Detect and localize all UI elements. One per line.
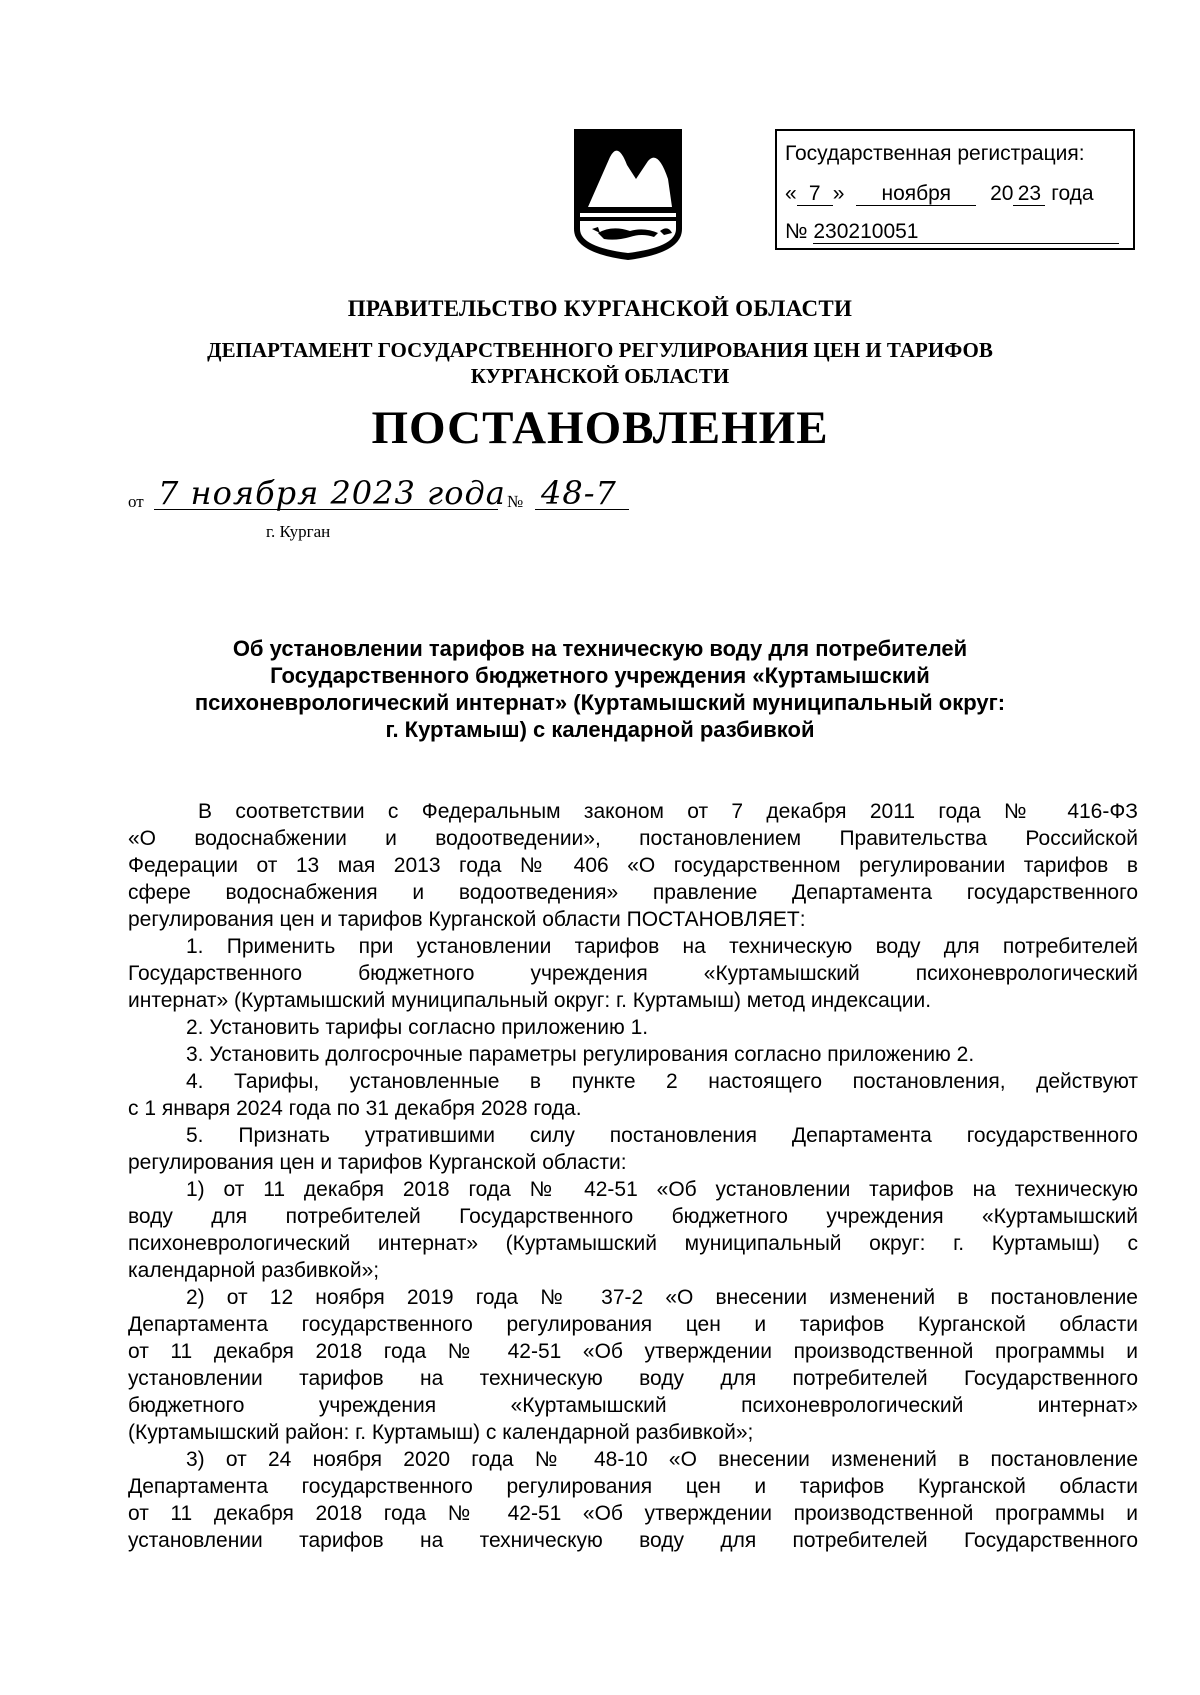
body-line: 1. Применить при установлении тарифов на техническую воду для потребителей <box>186 935 1138 958</box>
body-line: 4. Тарифы, установленные в пункте 2 настоящего постановления, действуют <box>186 1070 1138 1093</box>
body-line: 3) от 24 ноября 2020 года № 48-10 «О внесении изменений в постановление <box>186 1448 1138 1471</box>
body-line: Федерации от 13 мая 2013 года № 406 «О государственном регулировании тарифов в <box>128 854 1138 877</box>
body-line: регулирования цен и тарифов Курганской области ПОСТАНОВЛЯЕТ: <box>128 908 806 931</box>
coat-of-arms-emblem <box>572 127 684 262</box>
title-line-4: г. Куртамыш) с календарной разбивкой <box>385 717 815 742</box>
title-line-2: Государственного бюджетного учреждения «Куртамышский <box>270 663 930 688</box>
body-line: 3. Установить долгосрочные параметры регулирования согласно приложению 2. <box>186 1043 975 1066</box>
body-line: Департамента государственного регулирования цен и тарифов Курганской области <box>128 1475 1138 1498</box>
body-line: установлении тарифов на техническую воду для потребителей Государственного <box>128 1529 1138 1552</box>
registration-title: Государственная регистрация: <box>785 142 1085 165</box>
body-line: воду для потребителей Государственного бюджетного учреждения «Куртамышский <box>128 1205 1138 1228</box>
body-line: «О водоснабжении и водоотведении», постановлением Правительства Российской <box>128 827 1138 850</box>
body-line: 5. Признать утратившими силу постановления Департамента государственного <box>186 1124 1138 1147</box>
body-line: (Куртамышский район: г. Куртамыш) с календарной разбивкой»; <box>128 1421 754 1444</box>
registration-number-row <box>785 220 1119 244</box>
registration-year-word: года <box>1051 182 1094 205</box>
registration-number: 230210051 <box>813 221 1119 244</box>
document-type-heading: ПОСТАНОВЛЕНИЕ <box>371 402 829 454</box>
title-line-3: психоневрологический интернат» (Куртамышский муниципальный округ: <box>194 690 1006 715</box>
body-line: сфере водоснабжения и водоотведения» правление Департамента государственного <box>128 881 1138 904</box>
body-line: 2) от 12 ноября 2019 года № 37-2 «О внесении изменений в постановление <box>186 1286 1138 1309</box>
body-line: В соответствии с Федеральным законом от 7 декабря 2011 года № 416-ФЗ <box>198 800 1138 823</box>
registration-day: 7 <box>797 183 833 206</box>
body-line: Государственного бюджетного учреждения «Куртамышский психоневрологический <box>128 962 1138 985</box>
body-line: интернат» (Куртамышский муниципальный округ: г. Куртамыш) метод индексации. <box>128 989 932 1012</box>
handwritten-number: 48-7 <box>541 474 617 512</box>
registration-number-sign: № <box>785 220 808 243</box>
date-prefix-label: от <box>128 492 144 511</box>
body-line: календарной разбивкой»; <box>128 1259 380 1282</box>
body-line: установлении тарифов на техническую воду для потребителей Государственного <box>128 1367 1138 1390</box>
registration-quote-open: « <box>785 182 797 205</box>
registration-year-suffix: 23 <box>1013 183 1045 206</box>
registration-year-prefix: 20 <box>990 182 1014 205</box>
body-line: от 11 декабря 2018 года № 42-51 «Об утверждении производственной программы и <box>128 1340 1138 1363</box>
body-line: от 11 декабря 2018 года № 42-51 «Об утверждении производственной программы и <box>128 1502 1138 1525</box>
body-line: Департамента государственного регулирования цен и тарифов Курганской области <box>128 1313 1138 1336</box>
title-line-1: Об установлении тарифов на техническую воду для потребителей <box>232 636 968 661</box>
emblem-shield-icon <box>572 127 684 262</box>
registration-quote-close: » <box>832 182 845 205</box>
body-line: 2. Установить тарифы согласно приложению 1. <box>186 1016 649 1039</box>
number-sign-label: № <box>507 492 524 511</box>
handwritten-date: 7 ноября 2023 года <box>158 474 506 512</box>
body-line: психоневрологический интернат» (Куртамышский муниципальный округ: г. Куртамыш) с <box>128 1232 1138 1255</box>
body-line: с 1 января 2024 года по 31 декабря 2028 года. <box>128 1097 582 1120</box>
body-line: 1) от 11 декабря 2018 года № 42-51 «Об установлении тарифов на техническую <box>186 1178 1138 1201</box>
department-heading-line2: КУРГАНСКОЙ ОБЛАСТИ <box>470 364 730 388</box>
registration-date <box>785 182 1094 206</box>
city-label: г. Курган <box>266 522 331 541</box>
department-heading-line1: ДЕПАРТАМЕНТ ГОСУДАРСТВЕННОГО РЕГУЛИРОВАНИЯ ЦЕН И ТАРИФОВ <box>207 338 993 362</box>
body-line: регулирования цен и тарифов Курганской области: <box>128 1151 627 1174</box>
government-heading: ПРАВИТЕЛЬСТВО КУРГАНСКОЙ ОБЛАСТИ <box>347 296 853 321</box>
registration-box <box>775 129 1135 250</box>
body-line: бюджетного учреждения «Куртамышский психоневрологический интернат» <box>128 1394 1138 1417</box>
registration-month: ноября <box>856 183 976 206</box>
